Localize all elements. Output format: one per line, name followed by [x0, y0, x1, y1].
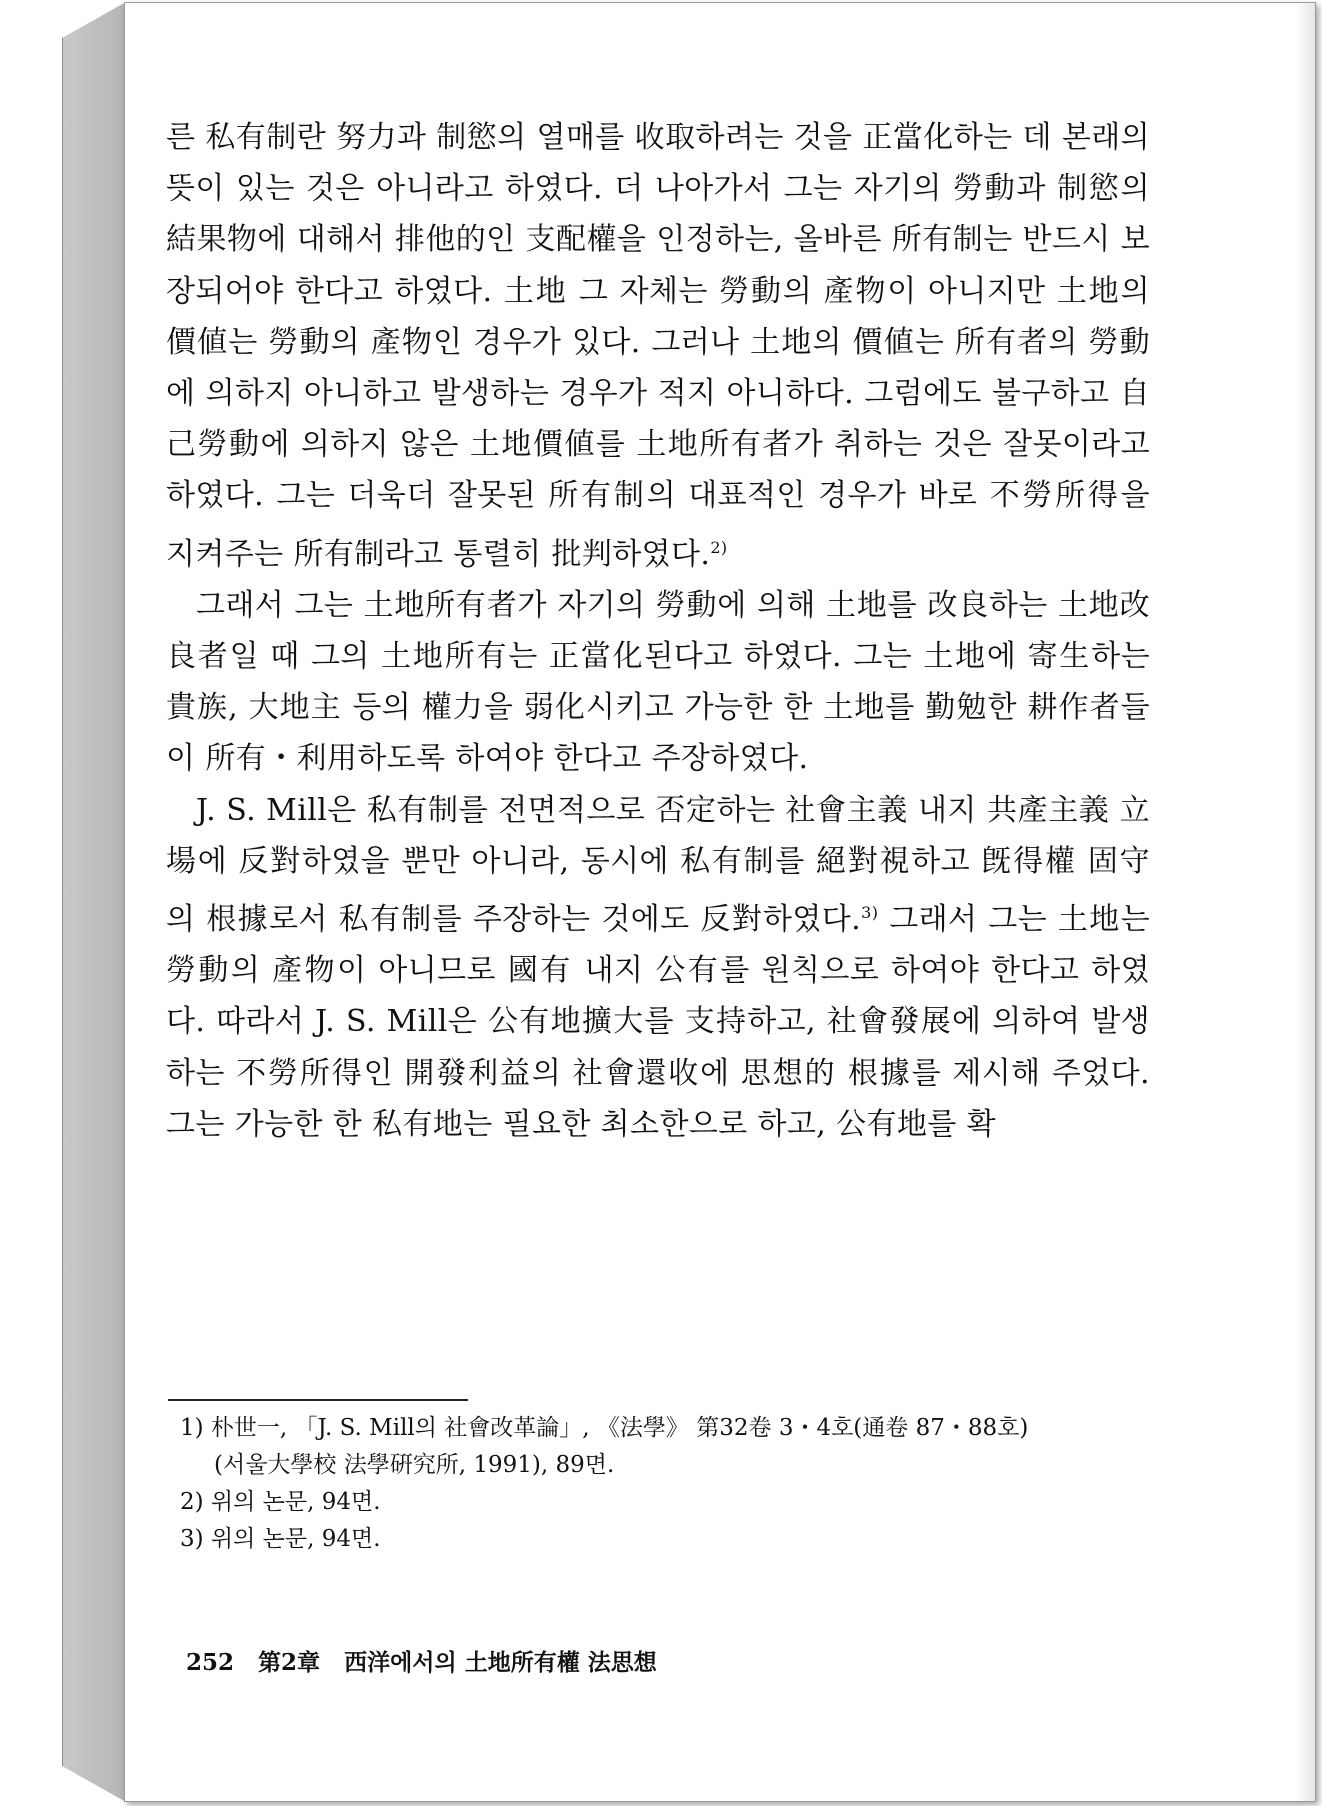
- footnote-2-number: 2): [180, 1489, 204, 1515]
- footnote-3-number: 3): [180, 1526, 204, 1552]
- paragraph-3-text: J. S. Mill은 私有制를 전면적으로 否定하는 社會主義 내지 共產主義 立場에 反對하였을 뿐만 아니라, 동시에 私有制를 絕對視하고 旣得權 固守의 根據로서 私有制를 주장하는 것에도 反對하였다.: [166, 792, 1150, 938]
- footnote-1-continuation: (서울大學校 法學硏究所, 1991), 89면.: [214, 1452, 615, 1478]
- paragraph-3-cont: 그래서 그는 土地는 勞動의 產物이 아니므로 國有 내지 公有를 원칙으로 하여야 한다고 하였다. 따라서 J. S. Mill은 公有地擴大를 支持하고, 社會發展에 의하여 발생하는 不勞所得인 開發利益의 社會還收에 思想的 根據를 제시해 주었다. 그는 가능한 한 私有地는 필요한 최소한으로 하고, 公有地를 확: [166, 902, 1150, 1142]
- page-number: 252: [186, 1649, 235, 1676]
- footnote-1-text: 朴世一, 「J. S. Mill의 社會改革論」, 《法學》 第32卷 3・4호(通卷 87・88호): [210, 1415, 1029, 1441]
- footnote-1: [180, 1410, 1150, 1447]
- paragraph-1-text: 른 私有制란 努力과 制慾의 열매를 收取하려는 것을 正當化하는 데 본래의 뜻이 있는 것은 아니라고 하였다. 더 나아가서 그는 자기의 勞動과 制慾의 結果物에 대해서 排他的인 支配權을 인정하는, 올바른 所有制는 반드시 보장되어야 한다고 하였다. 土地 그 자체는 勞動의 產物이 아니지만 土地의 價値는 勞動의 產物인 경우가 있다. 그러나 土地의 價値는 所有者의 勞動에 의하지 아니하고 발생하는 경우가 적지 아니하다. 그럼에도 불구하고 自己勞動에 의하지 않은 土地價値를 土地所有者가 취하는 것은 잘못이라고 하였다. 그는 더욱더 잘못된 所有制의 대표적인 경우가 바로 不勞所得을 지켜주는 所有制라고 통렬히 批判하였다.: [166, 120, 1150, 572]
- footnote-ref-2: 2): [710, 537, 728, 557]
- footnote-2: [180, 1484, 1150, 1521]
- footnote-ref-3: 3): [861, 903, 879, 923]
- paragraph-1: [166, 112, 1150, 580]
- footnote-divider: [168, 1399, 468, 1401]
- book-spine: [62, 2, 128, 1804]
- footnote-2-text: 위의 논문, 94면.: [210, 1489, 381, 1515]
- running-footer: [186, 1644, 657, 1677]
- footnote-3-text: 위의 논문, 94면.: [210, 1526, 381, 1552]
- footnote-3: [180, 1521, 1150, 1558]
- body-text: [166, 112, 1150, 1150]
- paragraph-2: 그래서 그는 土地所有者가 자기의 勞動에 의해 土地를 改良하는 土地改良者일 때 그의 土地所有는 正當化된다고 하였다. 그는 土地에 寄生하는 貴族, 大地主 등의 權力을 弱化시키고 가능한 한 土地를 勤勉한 耕作者들이 所有・利用하도록 하여야 한다고 주장하였다.: [166, 587, 1150, 777]
- chapter-title: 西洋에서의 土地所有權 法思想: [344, 1649, 657, 1676]
- footnote-1-number: 1): [180, 1415, 204, 1441]
- page-edge: [1295, 3, 1315, 1801]
- footnotes: [180, 1410, 1150, 1558]
- paragraph-3: [166, 785, 1150, 1150]
- chapter-label: 第2章: [258, 1649, 321, 1676]
